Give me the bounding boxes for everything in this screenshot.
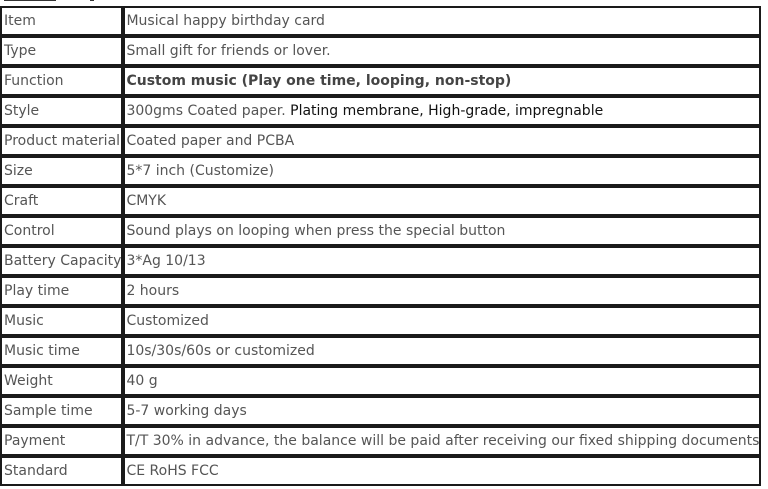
table-row [0, 426, 761, 456]
spec-key: Size [0, 156, 123, 186]
spec-key: Control [0, 216, 123, 246]
spec-value-dark: Plating membrane, High-grade, impregnable [290, 103, 604, 119]
spec-value: Customized [123, 306, 761, 336]
spec-key: Type [0, 36, 123, 66]
spec-key: Sample time [0, 396, 123, 426]
table-row [0, 126, 761, 156]
spec-key: Function [0, 66, 123, 96]
spec-value: 5*7 inch (Customize) [123, 156, 761, 186]
spec-key: Product material [0, 126, 123, 156]
spec-value: 40 g [123, 366, 761, 396]
spec-key: Weight [0, 366, 123, 396]
table-row [0, 366, 761, 396]
table-row [0, 156, 761, 186]
table-row [0, 306, 761, 336]
table-row [0, 336, 761, 366]
table-row [0, 216, 761, 246]
spec-key: Music time [0, 336, 123, 366]
table-row [0, 246, 761, 276]
spec-value: CMYK [123, 186, 761, 216]
spec-key: Play time [0, 276, 123, 306]
spec-value: Sound plays on looping when press the special button [123, 216, 761, 246]
table-row [0, 6, 761, 36]
spec-value: CE RoHS FCC [123, 456, 761, 486]
spec-key: Style [0, 96, 123, 126]
table-row [0, 96, 761, 126]
spec-key: Craft [0, 186, 123, 216]
spec-value-plain: 300gms Coated paper. [126, 103, 291, 119]
product-spec-table [0, 6, 761, 486]
table-row [0, 36, 761, 66]
table-row [0, 186, 761, 216]
spec-value [123, 96, 761, 126]
spec-key: Payment [0, 426, 123, 456]
spec-key: Item [0, 6, 123, 36]
table-row [0, 456, 761, 486]
spec-key: Battery Capacity [0, 246, 123, 276]
spec-value: Custom music (Play one time, looping, non-stop) [123, 66, 761, 96]
spec-value: 5-7 working days [123, 396, 761, 426]
spec-value: 3*Ag 10/13 [123, 246, 761, 276]
spec-value: 10s/30s/60s or customized [123, 336, 761, 366]
table-row [0, 276, 761, 306]
spec-value: 2 hours [123, 276, 761, 306]
spec-value: T/T 30% in advance, the balance will be paid after receiving our fixed shipping documents [123, 426, 761, 456]
spec-value: Small gift for friends or lover. [123, 36, 761, 66]
spec-value: Coated paper and PCBA [123, 126, 761, 156]
table-row [0, 396, 761, 426]
spec-value: Musical happy birthday card [123, 6, 761, 36]
clipped-top-line [0, 0, 130, 4]
spec-key: Standard [0, 456, 123, 486]
table-row [0, 66, 761, 96]
spec-key: Music [0, 306, 123, 336]
